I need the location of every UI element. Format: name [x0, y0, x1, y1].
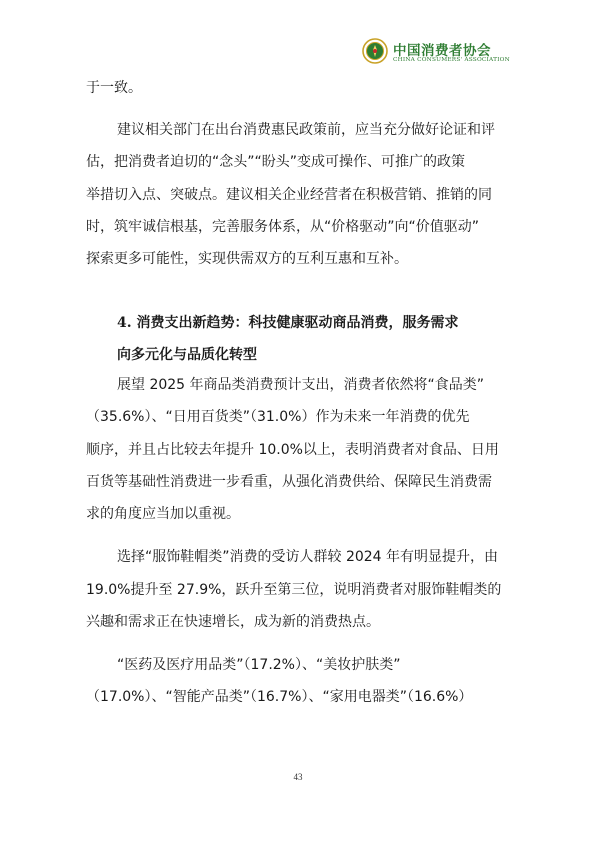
body-line: 于一致。	[86, 80, 142, 96]
body-line: （35.6%）、“日用百货类”（31.0%）作为未来一年消费的优先	[86, 409, 470, 425]
body-line: “医药及医疗用品类”（17.2%）、“美妆护肤类”	[117, 657, 401, 673]
body-line: 探索更多可能性，实现供需双方的互利互惠和互补。	[86, 251, 408, 267]
association-logo	[362, 38, 512, 66]
body-line: 举措切入点、突破点。建议相关企业经营者在积极营销、推销的同	[86, 187, 492, 203]
body-line: 19.0%提升至 27.9%，跃升至第三位，说明消费者对服饰鞋帽类的	[86, 582, 502, 598]
body-line: 兴趣和需求正在快速增长，成为新的消费热点。	[86, 614, 380, 630]
body-line: 建议相关部门在出台消费惠民政策前，应当充分做好论证和评	[117, 122, 495, 138]
body-line: 求的角度应当加以重视。	[86, 506, 240, 522]
body-line: 选择“服饰鞋帽类”消费的受访人群较 2024 年有明显提升，由	[117, 549, 499, 565]
section-heading-continued: 向多元化与品质化转型	[117, 347, 257, 363]
org-name-cn: 中国消费者协会	[393, 43, 491, 59]
org-name-en: CHINA CONSUMERS' ASSOCIATION	[393, 57, 510, 63]
association-seal-icon	[362, 38, 388, 64]
body-line: 展望 2025 年商品类消费预计支出，消费者依然将“食品类”	[117, 377, 485, 393]
body-line: （17.0%）、“智能产品类”（16.7%）、“家用电器类”（16.6%）	[86, 689, 473, 705]
page-number: 43	[293, 772, 303, 782]
section-heading: 4. 消费支出新趋势：科技健康驱动商品消费，服务需求	[117, 315, 459, 331]
body-line: 百货等基础性消费进一步看重，从强化消费供给、保障民生消费需	[86, 474, 492, 490]
body-line: 顺序，并且占比较去年提升 10.0%以上，表明消费者对食品、日用	[86, 442, 499, 458]
body-line: 时，筑牢诚信根基，完善服务体系，从“价格驱动”向“价值驱动”	[86, 219, 480, 235]
body-line: 估，把消费者迫切的“念头”“盼头”变成可操作、可推广的政策	[86, 154, 466, 170]
